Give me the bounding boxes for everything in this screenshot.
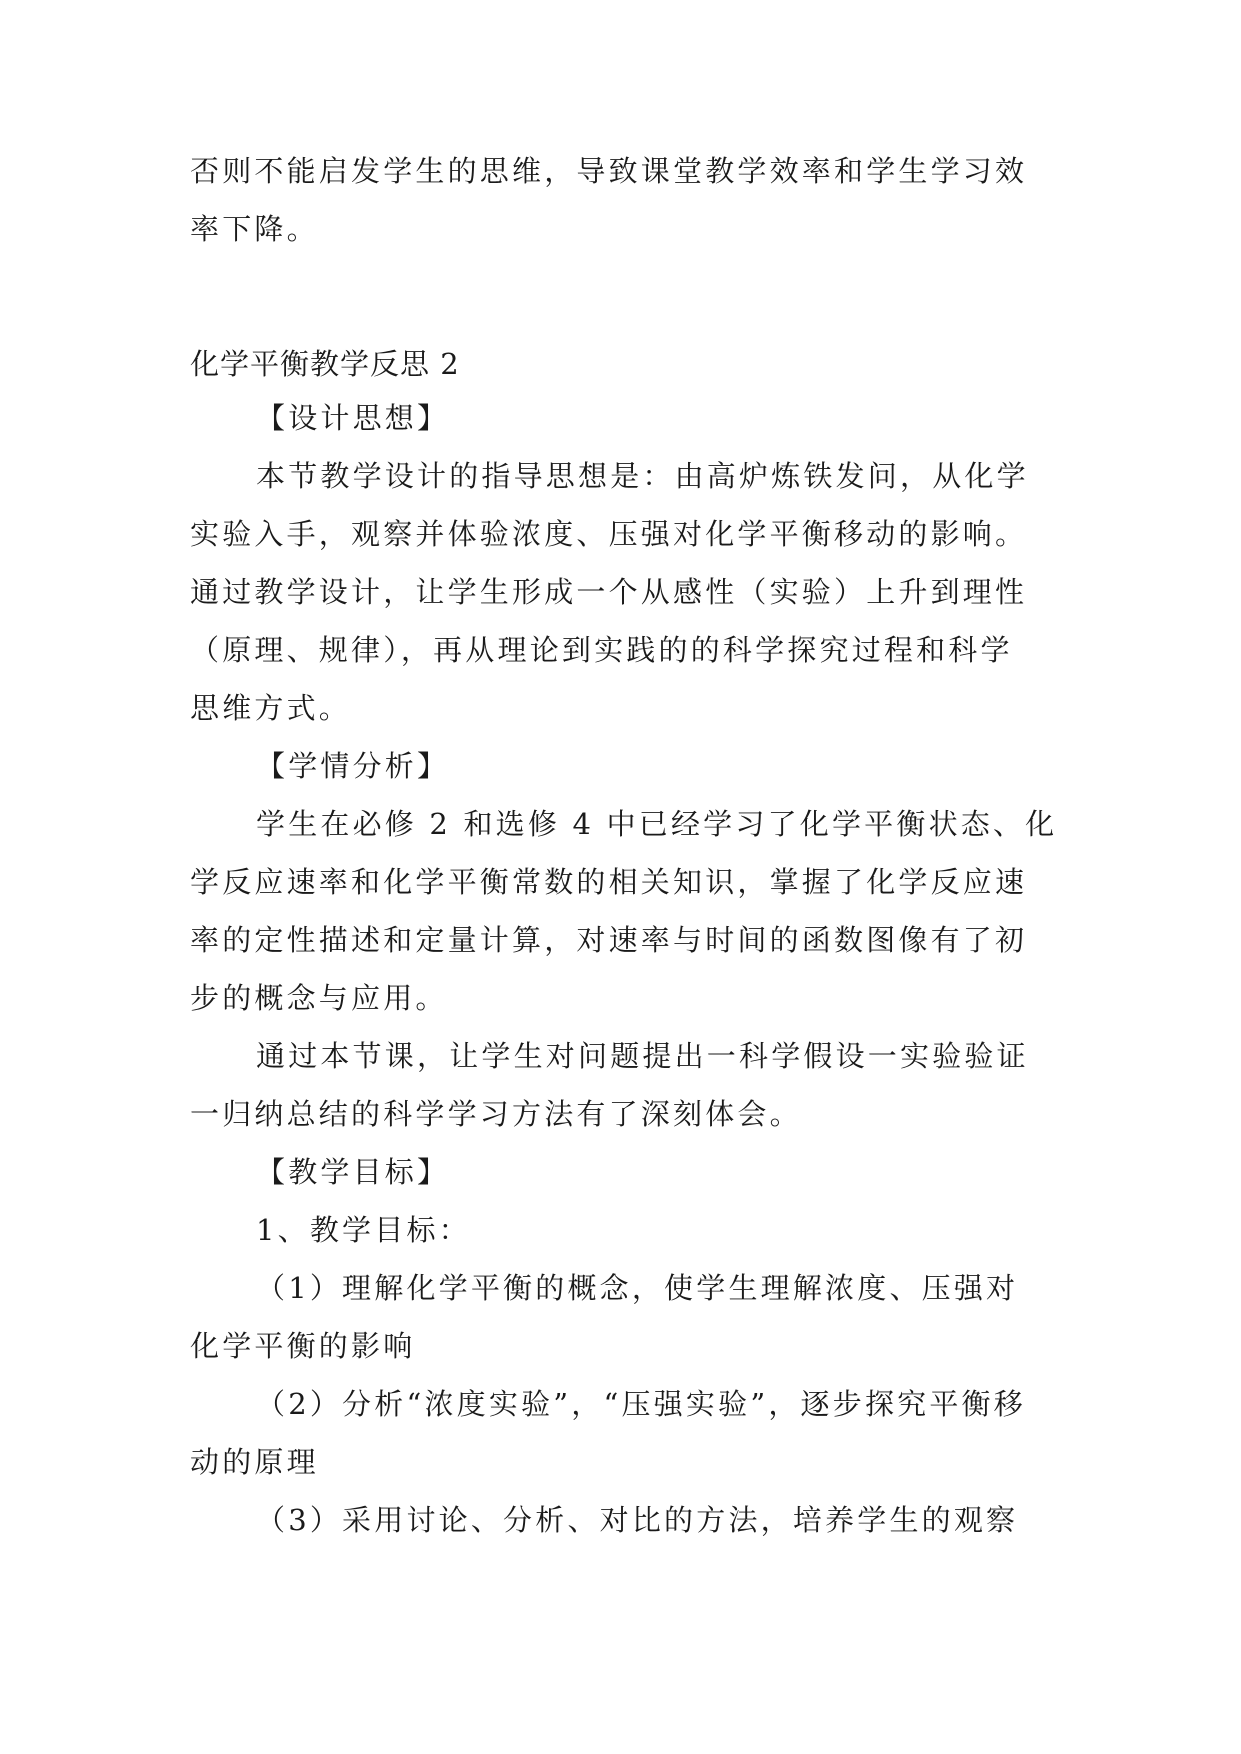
list-item: （2）分析“浓度实验”，“压强实验”，逐步探究平衡移	[256, 1387, 1026, 1421]
section-heading: 【设计思想】	[256, 401, 450, 435]
paragraph-line: 步的概念与应用。	[190, 981, 448, 1015]
list-item: （3）采用讨论、分析、对比的方法，培养学生的观察	[256, 1503, 1019, 1537]
paragraph-line: 化学平衡的影响	[190, 1329, 416, 1363]
paragraph-line: 率下降。	[190, 212, 319, 246]
list-item: （1）理解化学平衡的概念，使学生理解浓度、压强对	[256, 1271, 1019, 1305]
list-item: 1、教学目标：	[256, 1213, 471, 1247]
paragraph-line: 学反应速率和化学平衡常数的相关知识，掌握了化学反应速	[190, 865, 1028, 899]
section-title: 化学平衡教学反思 2	[190, 347, 460, 381]
section-heading: 【教学目标】	[256, 1155, 450, 1189]
paragraph-line: 一归纳总结的科学学习方法有了深刻体会。	[190, 1097, 802, 1131]
paragraph-line: （原理、规律），再从理论到实践的的科学探究过程和科学	[190, 633, 1013, 667]
paragraph-line: 实验入手，观察并体验浓度、压强对化学平衡移动的影响。	[190, 517, 1028, 551]
paragraph-line: 本节教学设计的指导思想是：由高炉炼铁发问，从化学	[256, 459, 1029, 493]
paragraph-line: 学生在必修 2 和选修 4 中已经学习了化学平衡状态、化	[256, 807, 1058, 841]
section-heading: 【学情分析】	[256, 749, 450, 783]
paragraph-line: 思维方式。	[190, 691, 352, 725]
paragraph-line: 率的定性描述和定量计算，对速率与时间的函数图像有了初	[190, 923, 1028, 957]
paragraph-line: 通过本节课，让学生对问题提出一科学假设一实验验证	[256, 1039, 1029, 1073]
paragraph-line: 通过教学设计，让学生形成一个从感性（实验）上升到理性	[190, 575, 1028, 609]
paragraph-line: 否则不能启发学生的思维，导致课堂教学效率和学生学习效	[190, 154, 1028, 188]
paragraph-line: 动的原理	[190, 1445, 319, 1479]
